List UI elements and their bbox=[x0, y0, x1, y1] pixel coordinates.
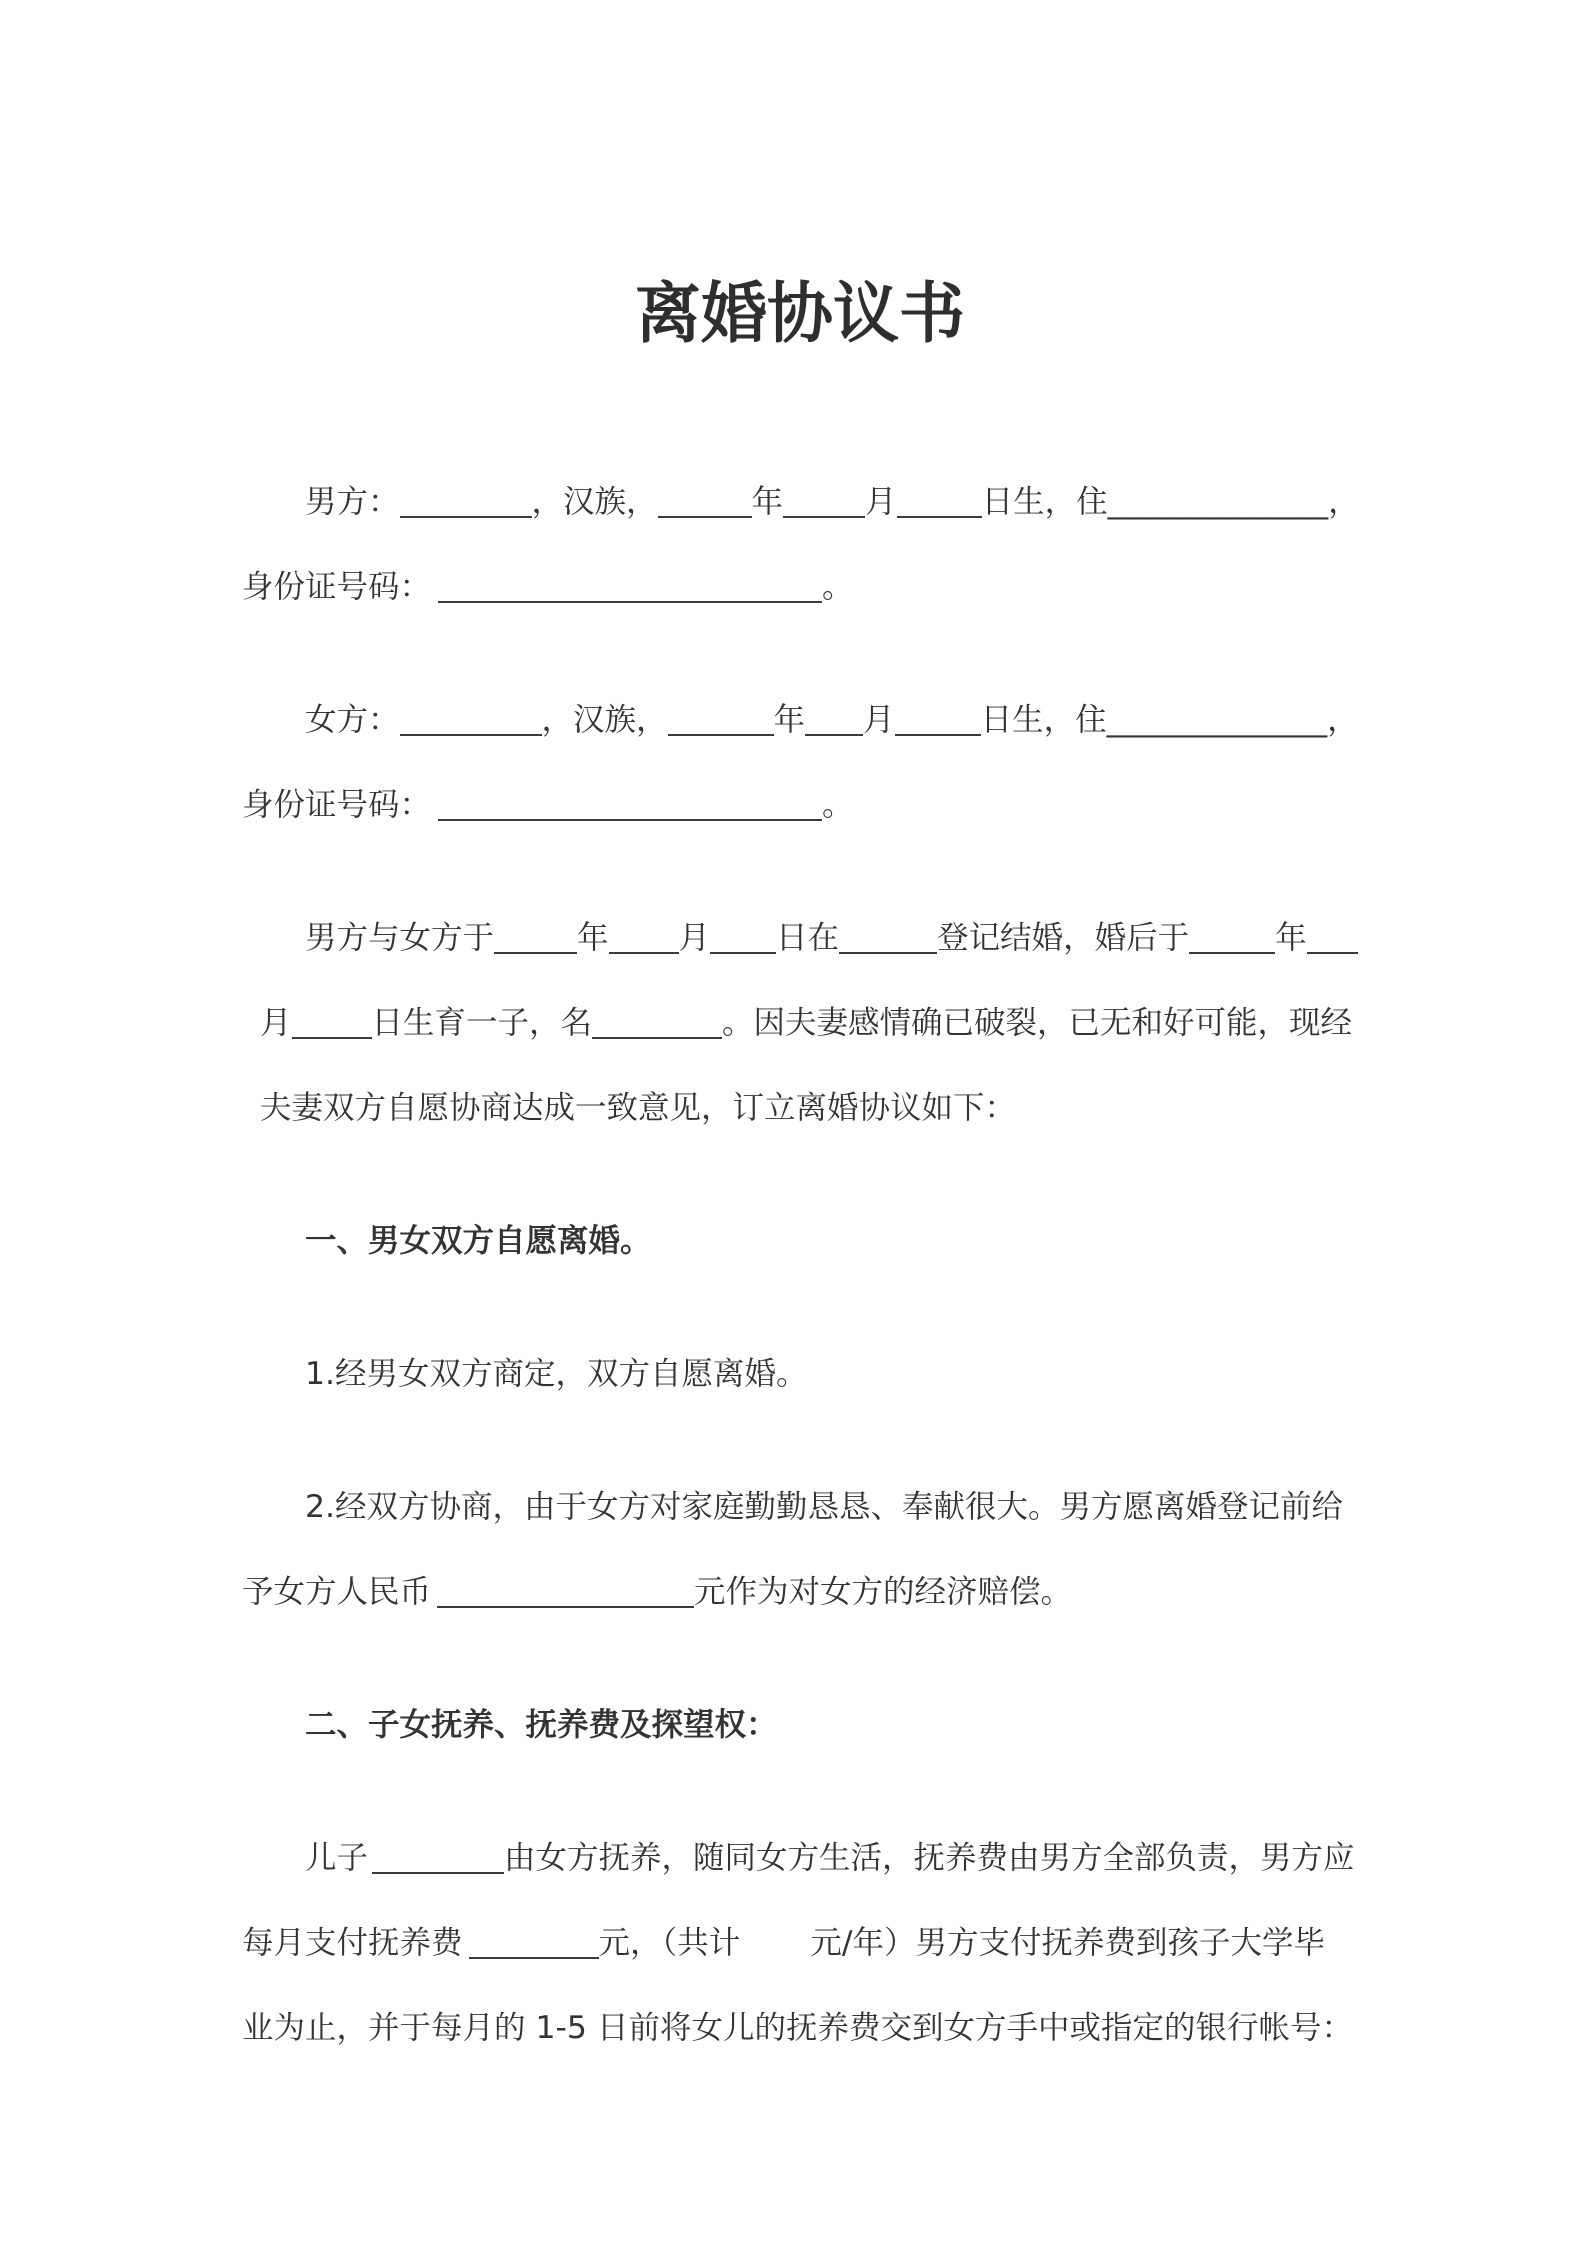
payment-schedule-text: 业为止，并于每月的 1-5 日前将女儿的抚养费交到女方手中或指定的银行帐号： bbox=[242, 2010, 1353, 2046]
month-label: 月 bbox=[865, 484, 897, 520]
female-birth-day-blank bbox=[895, 700, 981, 736]
male-birth-day-blank bbox=[897, 482, 982, 518]
marriage-day-blank bbox=[710, 918, 776, 954]
male-ethnicity-text: ，汉族， bbox=[531, 484, 658, 520]
document-body bbox=[242, 457, 1358, 2116]
marriage-year-blank bbox=[494, 918, 577, 954]
section-2-heading-line bbox=[242, 1680, 1358, 1765]
child-support-line-3 bbox=[242, 1983, 1358, 2068]
son-name-blank bbox=[372, 1838, 504, 1874]
section-1-item-1-line bbox=[242, 1329, 1358, 1414]
male-birth-residence-text: 日生，住______________， bbox=[981, 484, 1360, 520]
child-name-blank bbox=[592, 1003, 722, 1039]
year-label: 年 bbox=[751, 484, 784, 520]
female-id-number-blank bbox=[438, 785, 822, 821]
custody-text: 由女方抚养，随同女方生活，抚养费由男方全部负责，男方应 bbox=[504, 1840, 1355, 1876]
male-name-blank bbox=[400, 482, 532, 518]
marriage-intro-text: 男方与女方于 bbox=[305, 920, 495, 956]
child-birth-day-blank bbox=[292, 1003, 372, 1039]
female-ethnicity-text: ，汉族， bbox=[541, 702, 668, 738]
female-label: 女方： bbox=[305, 702, 400, 738]
marriage-month-blank bbox=[609, 918, 679, 954]
section-1-item-2-line-2 bbox=[242, 1547, 1358, 1632]
male-id-line bbox=[242, 542, 1358, 627]
id-line-end: 。 bbox=[822, 569, 854, 605]
male-id-number-blank bbox=[438, 567, 822, 603]
month-label: 月 bbox=[260, 1005, 292, 1041]
marriage-paragraph bbox=[242, 893, 1358, 1148]
female-party-info-line bbox=[242, 675, 1358, 760]
year-label: 年 bbox=[577, 920, 609, 956]
id-number-label: 身份证号码： bbox=[242, 787, 432, 823]
female-birth-year-blank bbox=[668, 700, 774, 736]
id-line-end: 。 bbox=[822, 787, 854, 823]
compensation-label: 予女方人民币 bbox=[242, 1574, 432, 1610]
section-1-heading-line bbox=[242, 1196, 1358, 1281]
child-birth-year-blank bbox=[1189, 918, 1275, 954]
female-party-paragraph bbox=[242, 675, 1358, 845]
agreement-intro-text: 夫妻双方自愿协商达成一致意见，订立离婚协议如下： bbox=[260, 1090, 1017, 1126]
compensation-amount-blank bbox=[437, 1572, 694, 1608]
document-title: 离婚协议书 bbox=[635, 275, 965, 352]
child-support-paragraph bbox=[242, 1813, 1358, 2068]
registered-text: 登记结婚，婚后于 bbox=[937, 920, 1190, 956]
year-label: 年 bbox=[1275, 920, 1307, 956]
section-1-item-1 bbox=[242, 1329, 1358, 1414]
section-1-heading bbox=[242, 1196, 1358, 1281]
male-party-paragraph bbox=[242, 457, 1358, 627]
registration-place-blank bbox=[839, 918, 937, 954]
marriage-line-3 bbox=[242, 1063, 1358, 1148]
support-duration-text: 元，（共计 元/年）男方支付抚养费到孩子大学毕 bbox=[598, 1925, 1325, 1961]
monthly-support-label: 每月支付抚养费 bbox=[242, 1925, 463, 1961]
male-label: 男方： bbox=[305, 484, 400, 520]
male-birth-month-blank bbox=[783, 482, 865, 518]
section-2-heading bbox=[242, 1680, 1358, 1765]
female-name-blank bbox=[400, 700, 542, 736]
year-label: 年 bbox=[773, 702, 806, 738]
female-birth-month-blank bbox=[805, 700, 863, 736]
child-support-line-1 bbox=[242, 1813, 1358, 1898]
female-birth-residence-text: 日生，住______________， bbox=[980, 702, 1359, 738]
male-party-info-line bbox=[242, 457, 1358, 542]
section-2-heading-text: 二、子女抚养、抚养费及探望权： bbox=[305, 1707, 778, 1743]
section-1-item-2 bbox=[242, 1462, 1358, 1632]
son-label: 儿子 bbox=[305, 1840, 369, 1876]
child-birth-month-blank bbox=[1307, 918, 1358, 954]
female-id-line bbox=[242, 760, 1358, 845]
child-birth-text: 日生育一子，名 bbox=[371, 1005, 593, 1041]
divorce-reason-text: 。因夫妻感情确已破裂，已无和好可能，现经 bbox=[722, 1005, 1353, 1041]
marriage-line-1 bbox=[242, 893, 1358, 978]
section-1-item-2-line-1 bbox=[242, 1462, 1358, 1547]
marriage-line-2 bbox=[242, 978, 1358, 1063]
monthly-support-amount-blank bbox=[469, 1923, 599, 1959]
section-1-heading-text: 一、男女双方自愿离婚。 bbox=[305, 1223, 652, 1259]
male-birth-year-blank bbox=[658, 482, 752, 518]
day-at-label: 日在 bbox=[776, 920, 840, 956]
section-1-item-1-text: 1.经男女双方商定，双方自愿离婚。 bbox=[305, 1356, 808, 1392]
section-1-item-2-text: 2.经双方协商，由于女方对家庭勤勤恳恳、奉献很大。男方愿离婚登记前给 bbox=[305, 1489, 1344, 1525]
month-label: 月 bbox=[678, 920, 711, 956]
compensation-text: 元作为对女方的经济赔偿。 bbox=[694, 1574, 1073, 1610]
id-number-label: 身份证号码： bbox=[242, 569, 432, 605]
month-label: 月 bbox=[863, 702, 895, 738]
child-support-line-2 bbox=[242, 1898, 1358, 1983]
